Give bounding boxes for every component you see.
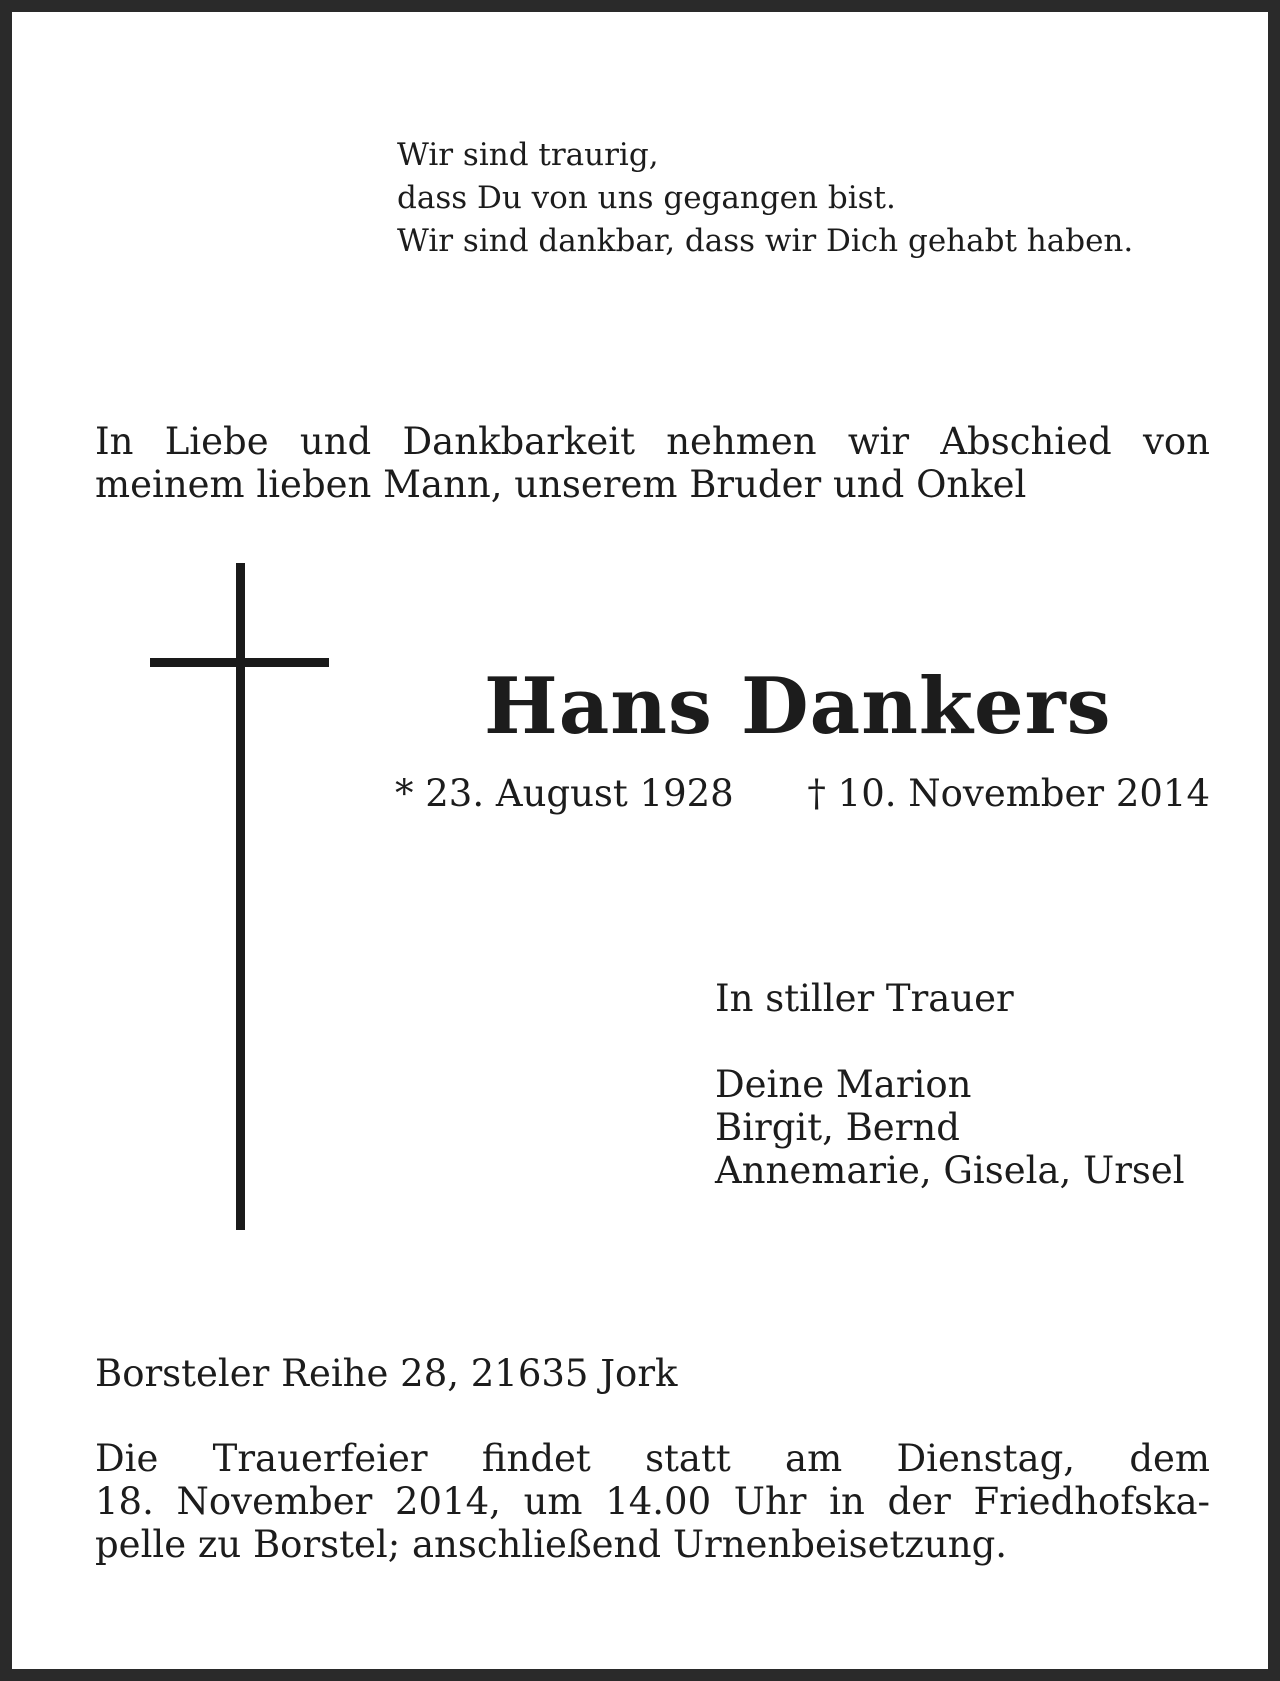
intro-line: In Liebe und Dankbarkeit nehmen wir Abschied von [95,420,1210,463]
mourners-block [715,977,1185,1192]
mourner-line: Birgit, Bernd [715,1106,960,1149]
funeral-notice [95,1437,1210,1566]
motto-line: Wir sind traurig, [397,137,659,173]
address: Borsteler Reihe 28, 21635 Jork [95,1352,678,1395]
intro-line: meinem lieben Mann, unserem Bruder und Onkel [95,463,1027,506]
spacer [715,1020,1185,1063]
cross-horizontal-bar [150,658,329,667]
funeral-line: pelle zu Borstel; anschließend Urnenbeisetzung. [95,1523,1008,1566]
mourning-heading: In stiller Trauer [715,977,1014,1020]
birth-date: * 23. August 1928 [395,772,734,815]
motto-line: Wir sind dankbar, dass wir Dich gehabt haben. [397,223,1134,259]
funeral-line: 18. November 2014, um 14.00 Uhr in der Friedhofska- [95,1480,1210,1523]
motto-line: dass Du von uns gegangen bist. [397,180,896,216]
death-date: † 10. November 2014 [807,772,1210,815]
motto-verse [397,134,1133,263]
funeral-line: Die Trauerfeier findet statt am Dienstag, dem [95,1437,1210,1480]
mourner-line: Deine Marion [715,1063,972,1106]
mourner-line: Annemarie, Gisela, Ursel [715,1149,1185,1192]
intro-text [95,420,1210,506]
deceased-name: Hans Dankers [484,661,1112,752]
